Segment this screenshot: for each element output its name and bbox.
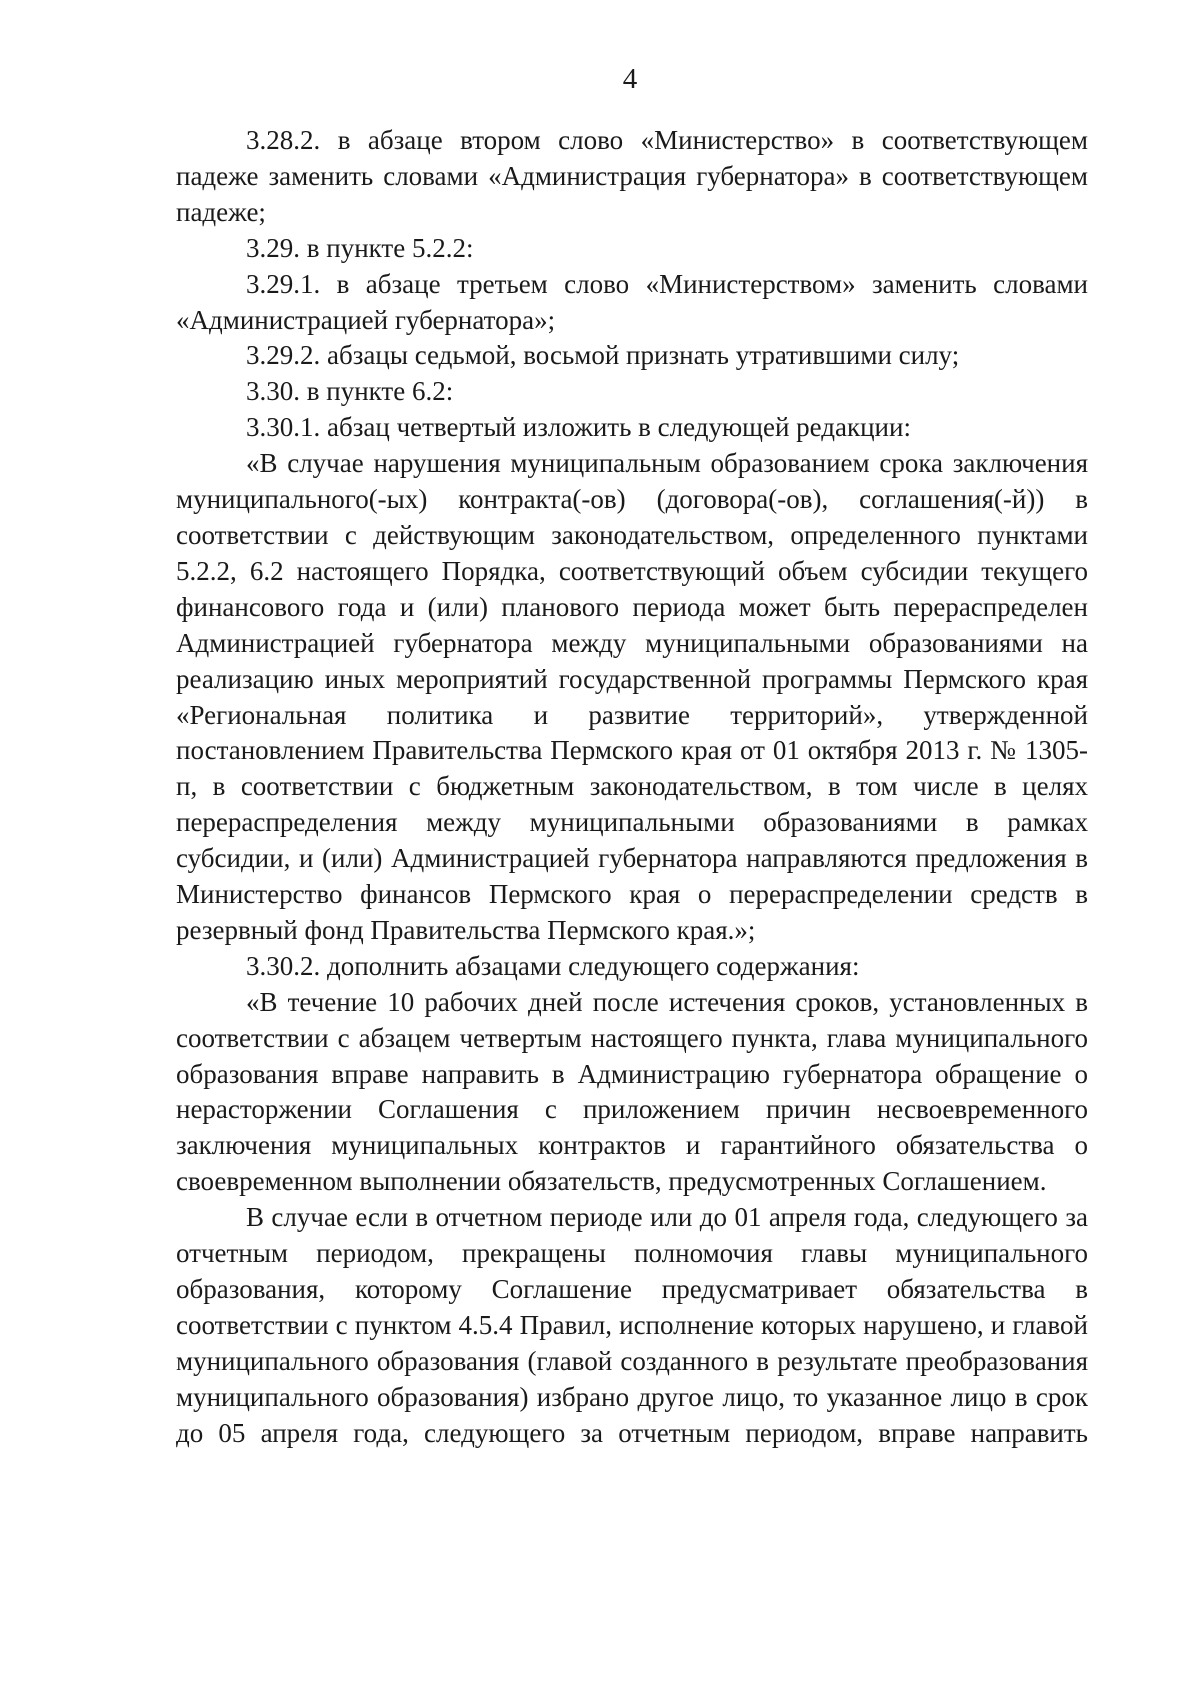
paragraph-added-second: В случае если в отчетном периоде или до 01 апреля года, следующего за отчетным периодом, прекращены полномочия главы муниципального образования, которому Соглашение предусматривает обязательства в соответствии с пунктом 4.5.4 Правил, исполнение которых нарушено, и главой муниципального образования (главой созданного в результате преобразования муниципального образования) избрано другое лицо, то указанное лицо в срок до 05 апреля года, следующего за отчетным периодом, вправе направить	[176, 1202, 1088, 1448]
page-number: 4	[622, 63, 638, 95]
paragraph-3-29: 3.29. в пункте 5.2.2:	[246, 232, 474, 263]
paragraph-3-28-2: 3.28.2. в абзаце втором слово «Министерство» в соответствующем падеже заменить словами «Администрация губернатора» в соответствующем падеже;	[176, 125, 1088, 227]
paragraph-added-first: «В течение 10 рабочих дней после истечения сроков, установленных в соответствии с абзацем четвертым настоящего пункта, глава муниципального образования вправе направить в Администрацию губернатора обращение о нерасторжении Соглашения с приложением причин несвоевременного заключения муниципальных контрактов и гарантийного обязательства о своевременном выполнении обязательств, предусмотренных Соглашением.	[176, 986, 1088, 1197]
paragraph-3-29-1: 3.29.1. в абзаце третьем слово «Министерством» заменить словами «Администрацией губернатора»;	[176, 268, 1088, 335]
document-body	[176, 123, 1088, 1452]
paragraph-3-30: 3.30. в пункте 6.2:	[246, 376, 454, 407]
paragraph-3-30-1: 3.30.1. абзац четвертый изложить в следующей редакции:	[246, 412, 911, 443]
paragraph-quoted-amendment: «В случае нарушения муниципальным образованием срока заключения муниципального(-ых) контракта(-ов) (договора(-ов), соглашения(-й)) в соответствии с действующим законодательством, определенного пунктами 5.2.2, 6.2 настоящего Порядка, соответствующий объем субсидии текущего финансового года и (или) планового периода может быть перераспределен Администрацией губернатора между муниципальными образованиями на реализацию иных мероприятий государственной программы Пермского края «Региональная политика и развитие территорий», утвержденной постановлением Правительства Пермского края от 01 октября 2013 г. № 1305-п, в соответствии с бюджетным законодательством, в том числе в целях перераспределения между муниципальными образованиями в рамках субсидии, и (или) Администрацией губернатора направляются предложения в Министерство финансов Пермского края о перераспределении средств в резервный фонд Правительства Пермского края.»;	[176, 448, 1088, 945]
paragraph-3-30-2: 3.30.2. дополнить абзацами следующего содержания:	[246, 950, 860, 981]
paragraph-3-29-2: 3.29.2. абзацы седьмой, восьмой признать утратившими силу;	[246, 340, 960, 371]
